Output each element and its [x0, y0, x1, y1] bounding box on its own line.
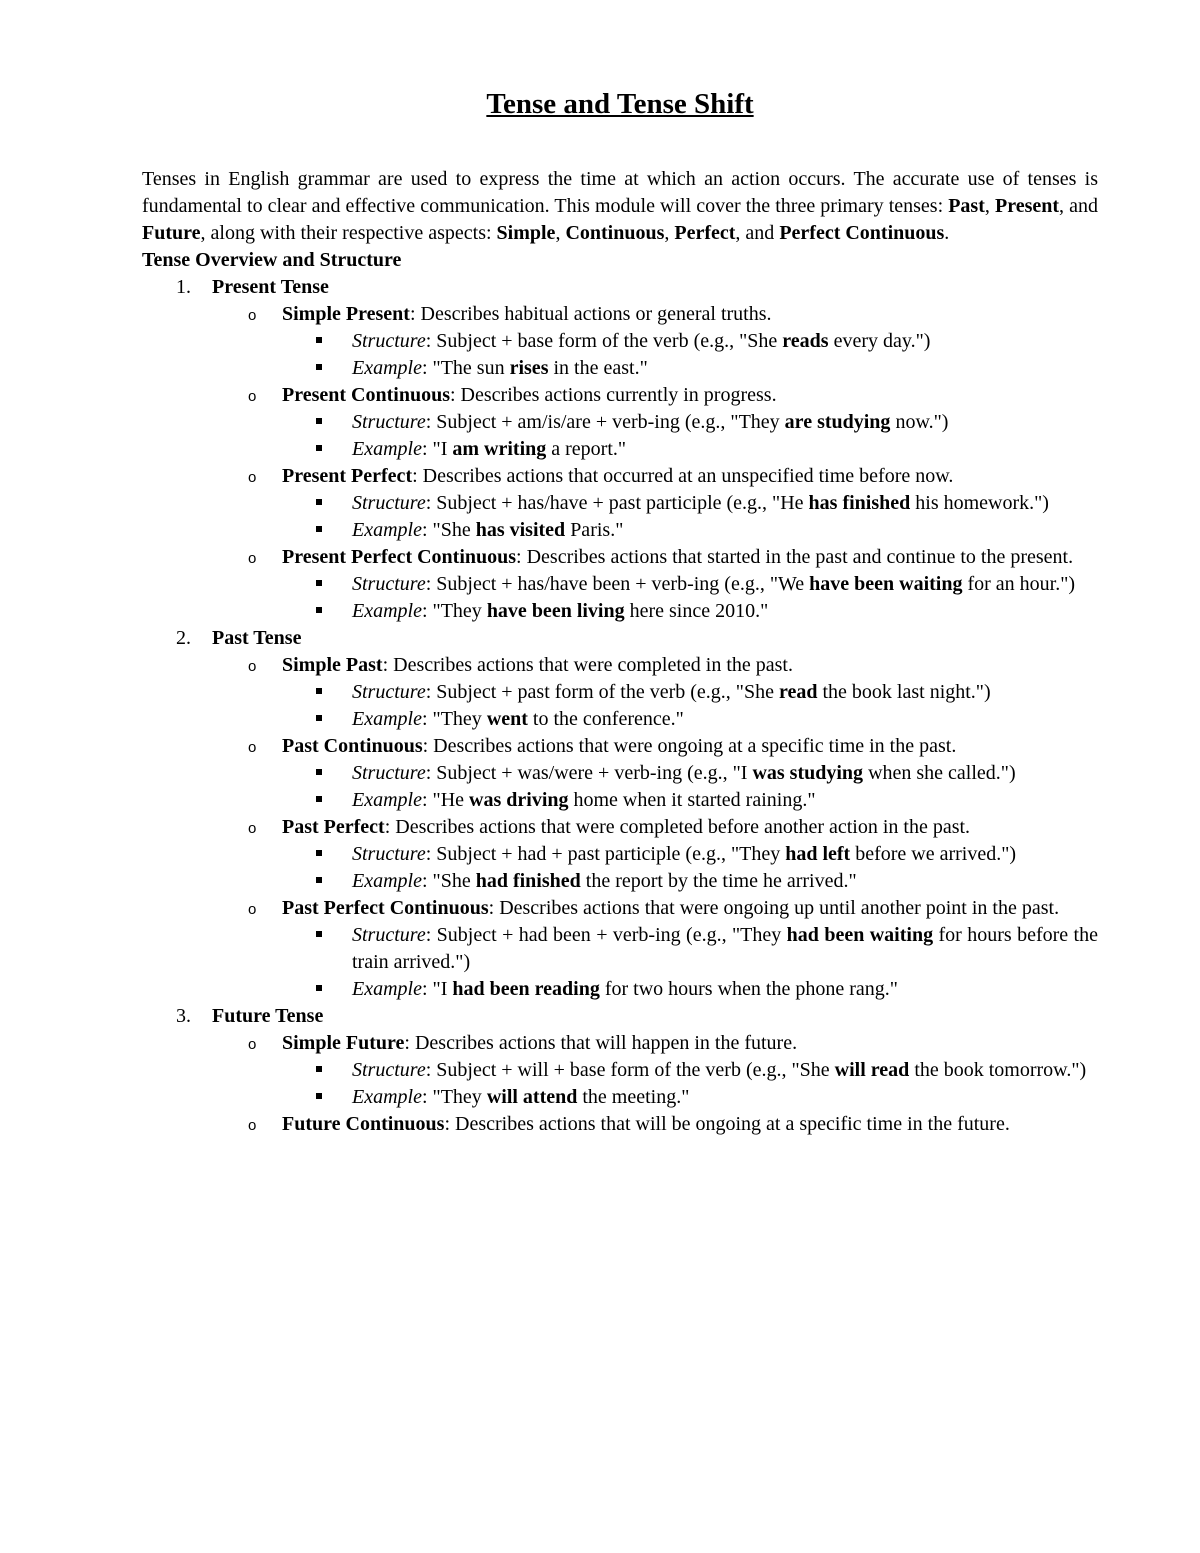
- detail-list: [282, 571, 1098, 625]
- text-run: Tenses in English grammar are used to express the time at which an action occurs. The accurate use of tenses is fundamental to clear and effective communication. This module will cover the three primary tenses:: [142, 168, 1098, 217]
- circle-bullet-icon: o: [248, 820, 257, 837]
- aspect-name: Present Continuous: [282, 384, 450, 406]
- bold-text: had been reading: [452, 978, 600, 1000]
- detail-list: [282, 328, 1098, 382]
- detail-item: [282, 706, 1098, 733]
- tense-title: Past Tense: [212, 627, 302, 649]
- italic-label: Example: [352, 789, 422, 811]
- italic-label: Structure: [352, 762, 426, 784]
- square-bullet-icon: [316, 931, 322, 937]
- bold-text: rises: [509, 357, 549, 379]
- bold-text: are studying: [784, 411, 891, 433]
- text-run: to the conference.": [527, 708, 684, 730]
- bold-text: will attend: [486, 1086, 578, 1108]
- aspect-item: [212, 301, 1098, 382]
- aspect-name: Present Perfect: [282, 465, 413, 487]
- detail-item: [282, 409, 1098, 436]
- text-run: when she called."): [863, 762, 1016, 784]
- circle-bullet-icon: o: [248, 388, 257, 405]
- bold-text: had finished: [475, 870, 581, 892]
- tense-item: [142, 1003, 1098, 1138]
- text-run: : "They: [421, 1086, 487, 1108]
- square-bullet-icon: [316, 445, 322, 451]
- bold-text: have been living: [486, 600, 625, 622]
- square-bullet-icon: [316, 1066, 322, 1072]
- text-run: ,: [664, 222, 675, 244]
- detail-item: [282, 571, 1098, 598]
- aspect-description: : Describes actions that started in the past and continue to the present.: [516, 546, 1074, 568]
- bold-text: will read: [834, 1059, 910, 1081]
- aspect-item: [212, 652, 1098, 733]
- square-bullet-icon: [316, 985, 322, 991]
- text-run: , and: [1059, 195, 1099, 217]
- square-bullet-icon: [316, 499, 322, 505]
- text-run: the meeting.": [577, 1086, 690, 1108]
- square-bullet-icon: [316, 850, 322, 856]
- square-bullet-icon: [316, 1093, 322, 1099]
- text-run: : Subject + was/were + verb-ing (e.g., "I: [425, 762, 753, 784]
- detail-item: [282, 436, 1098, 463]
- detail-item: [282, 598, 1098, 625]
- bold-text: have been waiting: [809, 573, 963, 595]
- text-run: : Subject + past form of the verb (e.g., "She: [425, 681, 779, 703]
- bold-text: has finished: [808, 492, 911, 514]
- text-run: : "I: [421, 438, 453, 460]
- bold-text: am writing: [452, 438, 547, 460]
- text-run: : "The sun: [421, 357, 510, 379]
- text-run: : "They: [421, 708, 487, 730]
- bold-text: went: [486, 708, 528, 730]
- aspect-name: Past Continuous: [282, 735, 423, 757]
- italic-label: Structure: [352, 330, 426, 352]
- bold-text: had been waiting: [786, 924, 934, 946]
- detail-item: [282, 868, 1098, 895]
- aspect-item: [212, 463, 1098, 544]
- aspect-item: [212, 382, 1098, 463]
- bold-text: had left: [785, 843, 851, 865]
- text-run: : Subject + base form of the verb (e.g., "She: [425, 330, 783, 352]
- italic-label: Example: [352, 357, 422, 379]
- detail-item: [282, 787, 1098, 814]
- circle-bullet-icon: o: [248, 739, 257, 756]
- text-run: for an hour."): [962, 573, 1076, 595]
- aspect-description: : Describes actions that were completed before another action in the past.: [384, 816, 971, 838]
- circle-bullet-icon: o: [248, 307, 257, 324]
- italic-label: Example: [352, 978, 422, 1000]
- text-run: Paris.": [565, 519, 624, 541]
- bold-text: reads: [782, 330, 829, 352]
- aspect-item: [212, 1111, 1098, 1138]
- text-run: : "She: [421, 519, 476, 541]
- italic-label: Structure: [352, 492, 426, 514]
- tense-number: 3.: [176, 1005, 191, 1027]
- text-run: the book tomorrow."): [909, 1059, 1087, 1081]
- detail-item: [282, 976, 1098, 1003]
- tense-number: 2.: [176, 627, 191, 649]
- document-page: [142, 82, 1098, 1138]
- detail-item: [282, 679, 1098, 706]
- detail-item: [282, 355, 1098, 382]
- bold-text: was driving: [469, 789, 569, 811]
- aspect-name: Future Continuous: [282, 1113, 445, 1135]
- text-run: : "She: [421, 870, 476, 892]
- intro-paragraph: [142, 166, 1098, 247]
- italic-label: Example: [352, 519, 422, 541]
- aspect-description: : Describes actions that will happen in the future.: [404, 1032, 798, 1054]
- circle-bullet-icon: o: [248, 901, 257, 918]
- square-bullet-icon: [316, 580, 322, 586]
- tense-item: [142, 274, 1098, 625]
- text-run: before we arrived."): [850, 843, 1017, 865]
- aspect-name: Past Perfect: [282, 816, 385, 838]
- aspect-name: Present Perfect Continuous: [282, 546, 517, 568]
- tense-title: Present Tense: [212, 276, 329, 298]
- circle-bullet-icon: o: [248, 658, 257, 675]
- aspect-item: [212, 544, 1098, 625]
- text-run: the book last night."): [817, 681, 991, 703]
- italic-label: Example: [352, 870, 422, 892]
- aspect-name: Past Perfect Continuous: [282, 897, 489, 919]
- tense-list: [142, 274, 1098, 1138]
- italic-label: Example: [352, 708, 422, 730]
- text-run: : "They: [421, 600, 487, 622]
- bold-text: has visited: [475, 519, 566, 541]
- aspect-description: : Describes actions that were ongoing at a specific time in the past.: [422, 735, 957, 757]
- italic-label: Example: [352, 1086, 422, 1108]
- text-run: a report.": [546, 438, 627, 460]
- bold-text: Perfect Continuous: [779, 222, 945, 244]
- aspect-name: Simple Present: [282, 303, 410, 325]
- tense-number: 1.: [176, 276, 191, 298]
- detail-list: [282, 760, 1098, 814]
- italic-label: Example: [352, 438, 422, 460]
- italic-label: Structure: [352, 681, 426, 703]
- text-run: here since 2010.": [624, 600, 769, 622]
- square-bullet-icon: [316, 877, 322, 883]
- square-bullet-icon: [316, 715, 322, 721]
- detail-list: [282, 490, 1098, 544]
- text-run: for hours before the train arrived."): [352, 924, 1098, 973]
- circle-bullet-icon: o: [248, 469, 257, 486]
- text-run: : Subject + will + base form of the verb (e.g., "She: [425, 1059, 835, 1081]
- text-run: , along with their respective aspects:: [200, 222, 497, 244]
- detail-list: [282, 922, 1098, 1003]
- detail-item: [282, 490, 1098, 517]
- aspect-name: Simple Past: [282, 654, 383, 676]
- bold-text: Future: [142, 222, 201, 244]
- italic-label: Structure: [352, 843, 426, 865]
- italic-label: Structure: [352, 1059, 426, 1081]
- square-bullet-icon: [316, 526, 322, 532]
- aspect-list: [212, 1030, 1098, 1138]
- text-run: : Subject + had + past participle (e.g., "They: [425, 843, 786, 865]
- detail-list: [282, 1057, 1098, 1111]
- text-run: ,: [555, 222, 566, 244]
- square-bullet-icon: [316, 688, 322, 694]
- circle-bullet-icon: o: [248, 1117, 257, 1134]
- square-bullet-icon: [316, 418, 322, 424]
- document-title: Tense and Tense Shift: [486, 88, 754, 120]
- aspect-description: : Describes actions that occurred at an unspecified time before now.: [412, 465, 954, 487]
- tense-title: Future Tense: [212, 1005, 324, 1027]
- text-run: his homework."): [910, 492, 1049, 514]
- text-run: ,: [984, 195, 995, 217]
- bold-text: Perfect: [674, 222, 736, 244]
- text-run: : "He: [421, 789, 470, 811]
- bold-text: Past: [948, 195, 985, 217]
- circle-bullet-icon: o: [248, 1036, 257, 1053]
- detail-item: [282, 760, 1098, 787]
- square-bullet-icon: [316, 796, 322, 802]
- aspect-list: [212, 301, 1098, 625]
- bold-text: read: [778, 681, 818, 703]
- detail-item: [282, 841, 1098, 868]
- detail-item: [282, 517, 1098, 544]
- text-run: for two hours when the phone rang.": [599, 978, 898, 1000]
- italic-label: Structure: [352, 573, 426, 595]
- square-bullet-icon: [316, 769, 322, 775]
- aspect-item: [212, 1030, 1098, 1111]
- aspect-item: [212, 814, 1098, 895]
- text-run: in the east.": [548, 357, 648, 379]
- aspect-description: : Describes actions currently in progress.: [450, 384, 777, 406]
- tense-item: [142, 625, 1098, 1003]
- detail-list: [282, 841, 1098, 895]
- aspect-item: [212, 895, 1098, 1003]
- text-run: : Subject + has/have + past participle (e.g., "He: [425, 492, 809, 514]
- text-run: every day."): [828, 330, 931, 352]
- text-run: : Subject + has/have been + verb-ing (e.g., "We: [425, 573, 810, 595]
- text-run: , and: [735, 222, 780, 244]
- aspect-description: : Describes actions that will be ongoing at a specific time in the future.: [444, 1113, 1010, 1135]
- italic-label: Structure: [352, 411, 426, 433]
- square-bullet-icon: [316, 364, 322, 370]
- aspect-description: : Describes actions that were completed in the past.: [382, 654, 793, 676]
- italic-label: Structure: [352, 924, 426, 946]
- aspect-item: [212, 733, 1098, 814]
- text-run: : "I: [421, 978, 453, 1000]
- italic-label: Example: [352, 600, 422, 622]
- detail-item: [282, 922, 1098, 976]
- bold-text: Present: [994, 195, 1060, 217]
- aspect-list: [212, 652, 1098, 1003]
- text-run: .: [944, 222, 950, 244]
- text-run: : Subject + had been + verb-ing (e.g., "They: [425, 924, 787, 946]
- square-bullet-icon: [316, 607, 322, 613]
- text-run: : Subject + am/is/are + verb-ing (e.g., "They: [425, 411, 785, 433]
- aspect-description: : Describes habitual actions or general truths.: [409, 303, 772, 325]
- text-run: now."): [890, 411, 949, 433]
- aspect-name: Simple Future: [282, 1032, 405, 1054]
- bold-text: Simple: [496, 222, 556, 244]
- detail-item: [282, 1057, 1098, 1084]
- section-heading: Tense Overview and Structure: [142, 249, 402, 271]
- text-run: home when it started raining.": [568, 789, 816, 811]
- aspect-description: : Describes actions that were ongoing up until another point in the past.: [488, 897, 1060, 919]
- bold-text: Continuous: [565, 222, 665, 244]
- detail-item: [282, 1084, 1098, 1111]
- detail-list: [282, 409, 1098, 463]
- circle-bullet-icon: o: [248, 550, 257, 567]
- detail-list: [282, 679, 1098, 733]
- detail-item: [282, 328, 1098, 355]
- bold-text: was studying: [752, 762, 864, 784]
- text-run: the report by the time he arrived.": [580, 870, 857, 892]
- square-bullet-icon: [316, 337, 322, 343]
